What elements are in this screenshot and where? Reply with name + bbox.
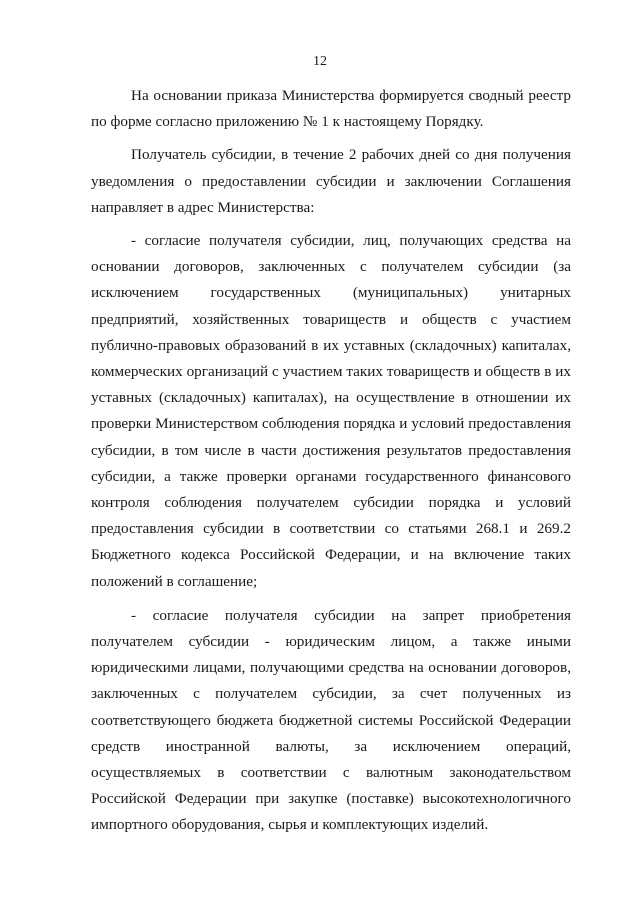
document-body [91,83,571,847]
page-number: 12 [313,54,327,69]
paragraph-registry: На основании приказа Министерства формируется сводный реестр по форме согласно приложению № 1 к настоящему Порядку. [91,87,571,131]
paragraph-consent-currency: - согласие получателя субсидии на запрет приобретения получателем субсидии - юридическим лицом, а также иными юридическими лицами, получающими средства на основании договоров, заключенных с получателем субсидии, за счет полученных из соответствующего бюджета бюджетной системы Российской Федерации средств иностранной валюты, за исключением операций, осуществляемых в соответствии с валютным законодательством Российской Федерации при закупке (поставке) высокотехнологичного импортного оборудования, сырья и комплектующих изделий. [91,606,571,834]
paragraph-recipient-notice: Получатель субсидии, в течение 2 рабочих дней со дня получения уведомления о предоставлении субсидии и заключении Соглашения направляет в адрес Министерства: [91,146,571,216]
paragraph-consent-inspection: - согласие получателя субсидии, лиц, получающих средства на основании договоров, заключенных с получателем субсидии (за исключением государственных (муниципальных) унитарных предприятий, хозяйственных товариществ и обществ с участием публично-правовых образований в их уставных (складочных) капиталах, коммерческих организаций с участием таких товариществ и обществ в их уставных (складочных) капиталах), на осуществление в отношении их проверки Министерством соблюдения порядка и условий предоставления субсидии, в том числе в части достижения результатов предоставления субсидии, а также проверки органами государственного финансового контроля соблюдения получателем субсидии порядка и условий предоставления субсидии в соответствии со статьями 268.1 и 269.2 Бюджетного кодекса Российской Федерации, и на включение таких положений в соглашение; [91,232,571,590]
